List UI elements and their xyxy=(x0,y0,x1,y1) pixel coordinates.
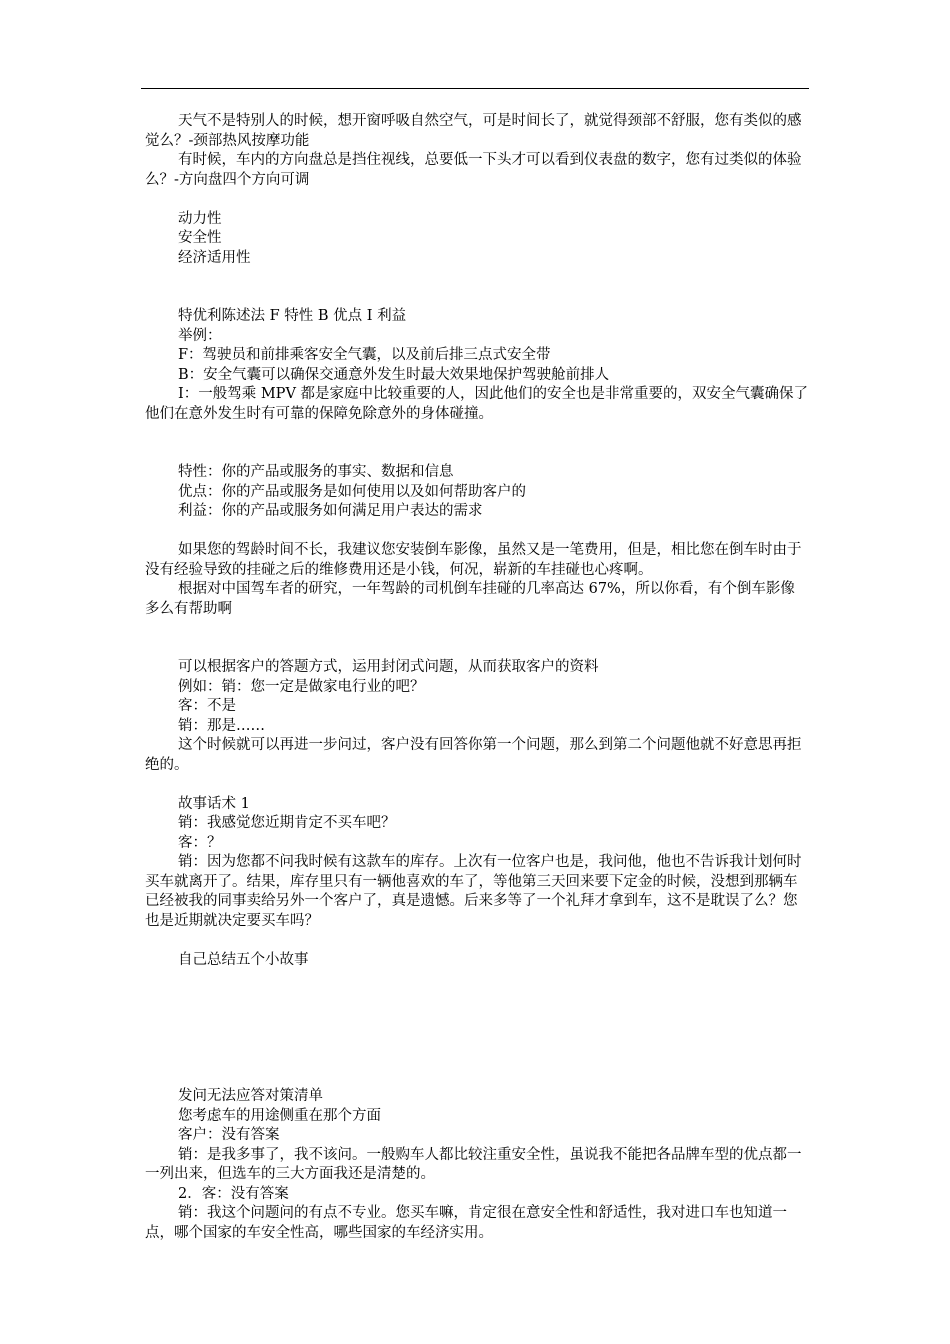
dialogue-line: 销：那是…… xyxy=(178,717,265,734)
paragraph: 天气不是特别人的时候，想开窗呼吸自然空气，可是时间长了，就觉得颈部不舒服，您有类似的感觉么？-颈部热风按摩功能 xyxy=(145,113,802,149)
paragraph: 根据对中国驾车者的研究，一年驾龄的司机倒车挂碰的几率高达 67%，所以你看，有个倒车影像多么有帮助啊 xyxy=(145,581,795,617)
definition: 优点：你的产品或服务是如何使用以及如何帮助客户的 xyxy=(178,483,526,500)
paragraph: I：一般驾乘 MPV 都是家庭中比较重要的人，因此他们的安全也是非常重要的，双安全气囊确保了他们在意外发生时有可靠的保障免除意外的身体碰撞。 xyxy=(145,386,809,422)
dialogue-line: 销：因为您都不问我时候有这款车的库存。上次有一位客户也是，我问他，他也不告诉我计划何时买车就离开了。结果，库存里只有一辆他喜欢的车了，等他第三天回来要下定金的时候，没想到那辆车已经被我的同事卖给另外一个客户了，真是遗憾。后来多等了一个礼拜才拿到车，这不是耽误了么？您也是近期就决定要买车吗？ xyxy=(145,854,802,929)
section-heading: 发问无法应答对策清单 xyxy=(178,1088,323,1104)
paragraph: B：安全气囊可以确保交通意外发生时最大效果地保护驾驶舱前排人 xyxy=(178,366,610,383)
dialogue-line: 销：我感觉您近期肯定不买车吧？ xyxy=(178,815,396,831)
paragraph: 您考虑车的用途侧重在那个方面 xyxy=(178,1107,381,1124)
list-item: 经济适用性 xyxy=(178,249,251,266)
paragraph: 自己总结五个小故事 xyxy=(178,951,309,968)
dialogue-line: 销：是我多事了，我不该问。一般购车人都比较注重安全性，虽说我不能把各品牌车型的优点都一一列出来，但选车的三大方面我还是清楚的。 xyxy=(145,1146,802,1182)
paragraph: 有时候，车内的方向盘总是挡住视线，总要低一下头才可以看到仪表盘的数字，您有过类似的体验么？-方向盘四个方向可调 xyxy=(145,152,802,188)
dialogue-line: 客户：没有答案 xyxy=(178,1127,280,1143)
list-item: 动力性 xyxy=(178,210,222,227)
paragraph: 可以根据客户的答题方式，运用封闭式问题，从而获取客户的资料 xyxy=(178,659,599,675)
dialogue-line: 客：不是 xyxy=(178,698,236,714)
section-heading: 特优利陈述法 F 特性 B 优点 I 利益 xyxy=(178,308,407,324)
definition: 特性：你的产品或服务的事实、数据和信息 xyxy=(178,464,454,480)
document-body xyxy=(145,112,809,1243)
paragraph: 这个时候就可以再进一步问过，客户没有回答你第一个问题，那么到第二个问题他就不好意思再拒绝的。 xyxy=(145,737,802,773)
paragraph: F：驾驶员和前排乘客安全气囊，以及前后排三点式安全带 xyxy=(178,347,551,363)
dialogue-line: 例如：销：您一定是做家电行业的吧？ xyxy=(178,678,425,695)
paragraph: 如果您的驾龄时间不长，我建议您安装倒车影像，虽然又是一笔费用，但是，相比您在倒车时由于没有经验导致的挂碰之后的维修费用还是小钱，何况，崭新的车挂碰也心疼啊。 xyxy=(145,542,802,578)
list-item: 安全性 xyxy=(178,230,222,246)
paragraph: 举例： xyxy=(178,327,222,344)
dialogue-line: 销：我这个问题问的有点不专业。您买车嘛，肯定很在意安全性和舒适性，我对进口车也知道一点，哪个国家的车安全性高，哪些国家的车经济实用。 xyxy=(145,1205,787,1241)
dialogue-line: 客：？ xyxy=(178,834,222,851)
definition: 利益：你的产品或服务如何满足用户表达的需求 xyxy=(178,503,483,519)
header-rule xyxy=(141,88,809,89)
dialogue-line: 2．客：没有答案 xyxy=(178,1185,289,1202)
section-heading: 故事话术 1 xyxy=(178,795,250,812)
